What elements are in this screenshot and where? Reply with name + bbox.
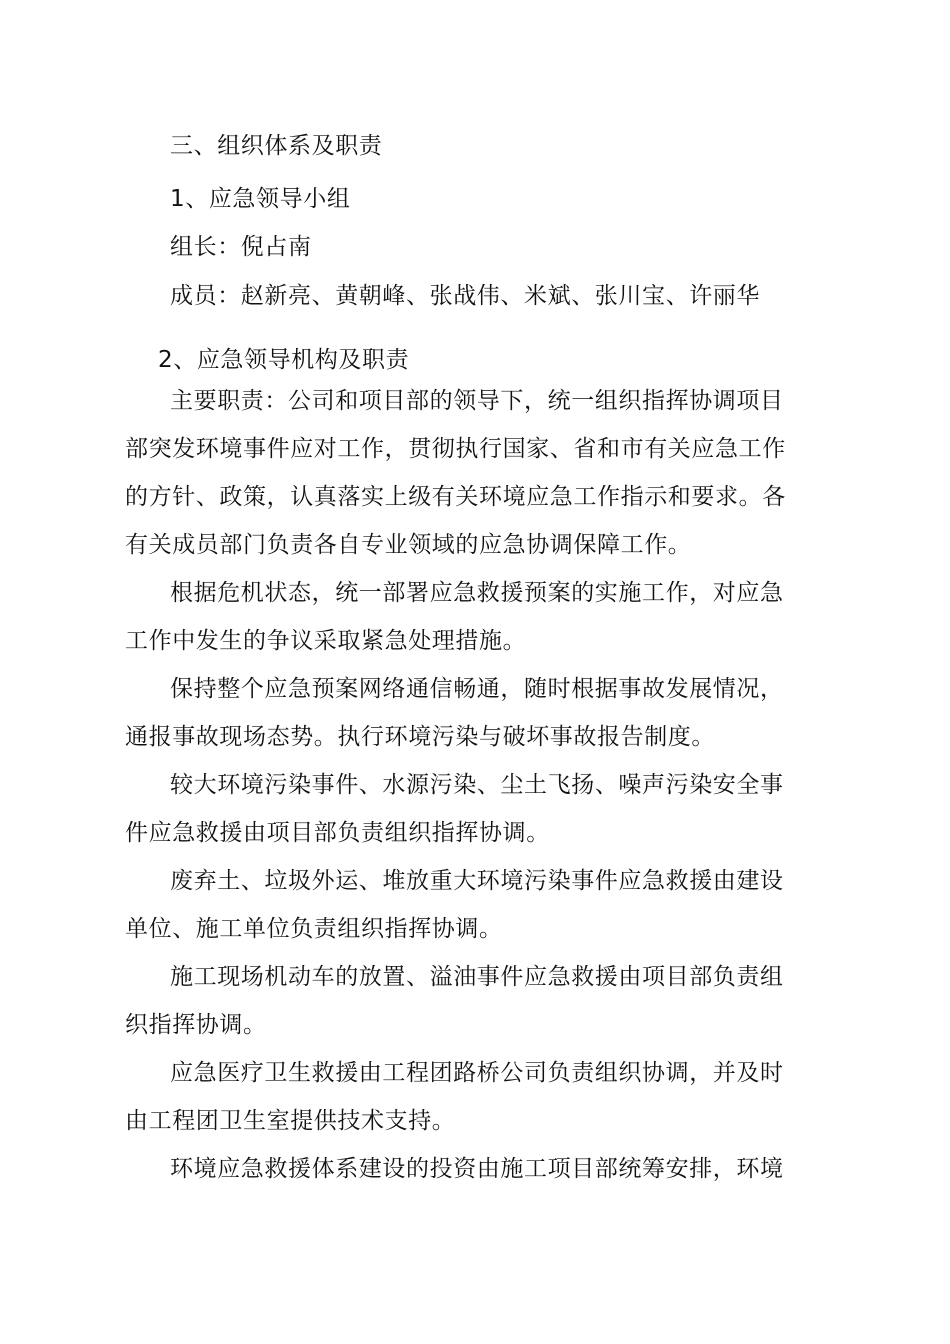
paragraph-line: 通报事故现场态势。执行环境污染与破坏事故报告制度。 bbox=[125, 724, 715, 750]
paragraph-line: 件应急救援由项目部负责组织指挥协调。 bbox=[125, 820, 550, 846]
paragraph-line: 工作中发生的争议采取紧急处理措施。 bbox=[125, 628, 527, 654]
paragraph-line: 部突发环境事件应对工作，贯彻执行国家、省和市有关应急工作 bbox=[125, 436, 786, 462]
paragraph-line: 由工程团卫生室提供技术支持。 bbox=[125, 1108, 456, 1134]
paragraph-line: 应急医疗卫生救援由工程团路桥公司负责组织协调，并及时 bbox=[170, 1060, 784, 1086]
leader-line: 组长：倪占南 bbox=[170, 234, 312, 260]
subsection-heading-2: 2、应急领导机构及职责 bbox=[158, 347, 410, 373]
subsection-heading-1: 1、应急领导小组 bbox=[170, 186, 351, 212]
paragraph-line: 保持整个应急预案网络通信畅通，随时根据事故发展情况， bbox=[170, 676, 784, 702]
paragraph-line: 的方针、政策，认真落实上级有关环境应急工作指示和要求。各 bbox=[125, 484, 786, 510]
paragraph-line: 主要职责：公司和项目部的领导下，统一组织指挥协调项目 bbox=[170, 388, 784, 414]
paragraph-line: 施工现场机动车的放置、溢油事件应急救援由项目部负责组 bbox=[170, 964, 784, 990]
paragraph-line: 较大环境污染事件、水源污染、尘土飞扬、噪声污染安全事 bbox=[170, 772, 784, 798]
section-heading: 三、组织体系及职责 bbox=[170, 133, 383, 159]
paragraph-line: 环境应急救援体系建设的投资由施工项目部统筹安排，环境 bbox=[170, 1156, 784, 1182]
paragraph-line: 有关成员部门负责各自专业领域的应急协调保障工作。 bbox=[125, 532, 692, 558]
paragraph-line: 织指挥协调。 bbox=[125, 1012, 267, 1038]
members-line: 成员：赵新亮、黄朝峰、张战伟、米斌、张川宝、许丽华 bbox=[170, 283, 760, 309]
paragraph-line: 单位、施工单位负责组织指挥协调。 bbox=[125, 916, 503, 942]
paragraph-line: 根据危机状态，统一部署应急救援预案的实施工作，对应急 bbox=[170, 580, 784, 606]
paragraph-line: 废弃土、垃圾外运、堆放重大环境污染事件应急救援由建设 bbox=[170, 868, 784, 894]
